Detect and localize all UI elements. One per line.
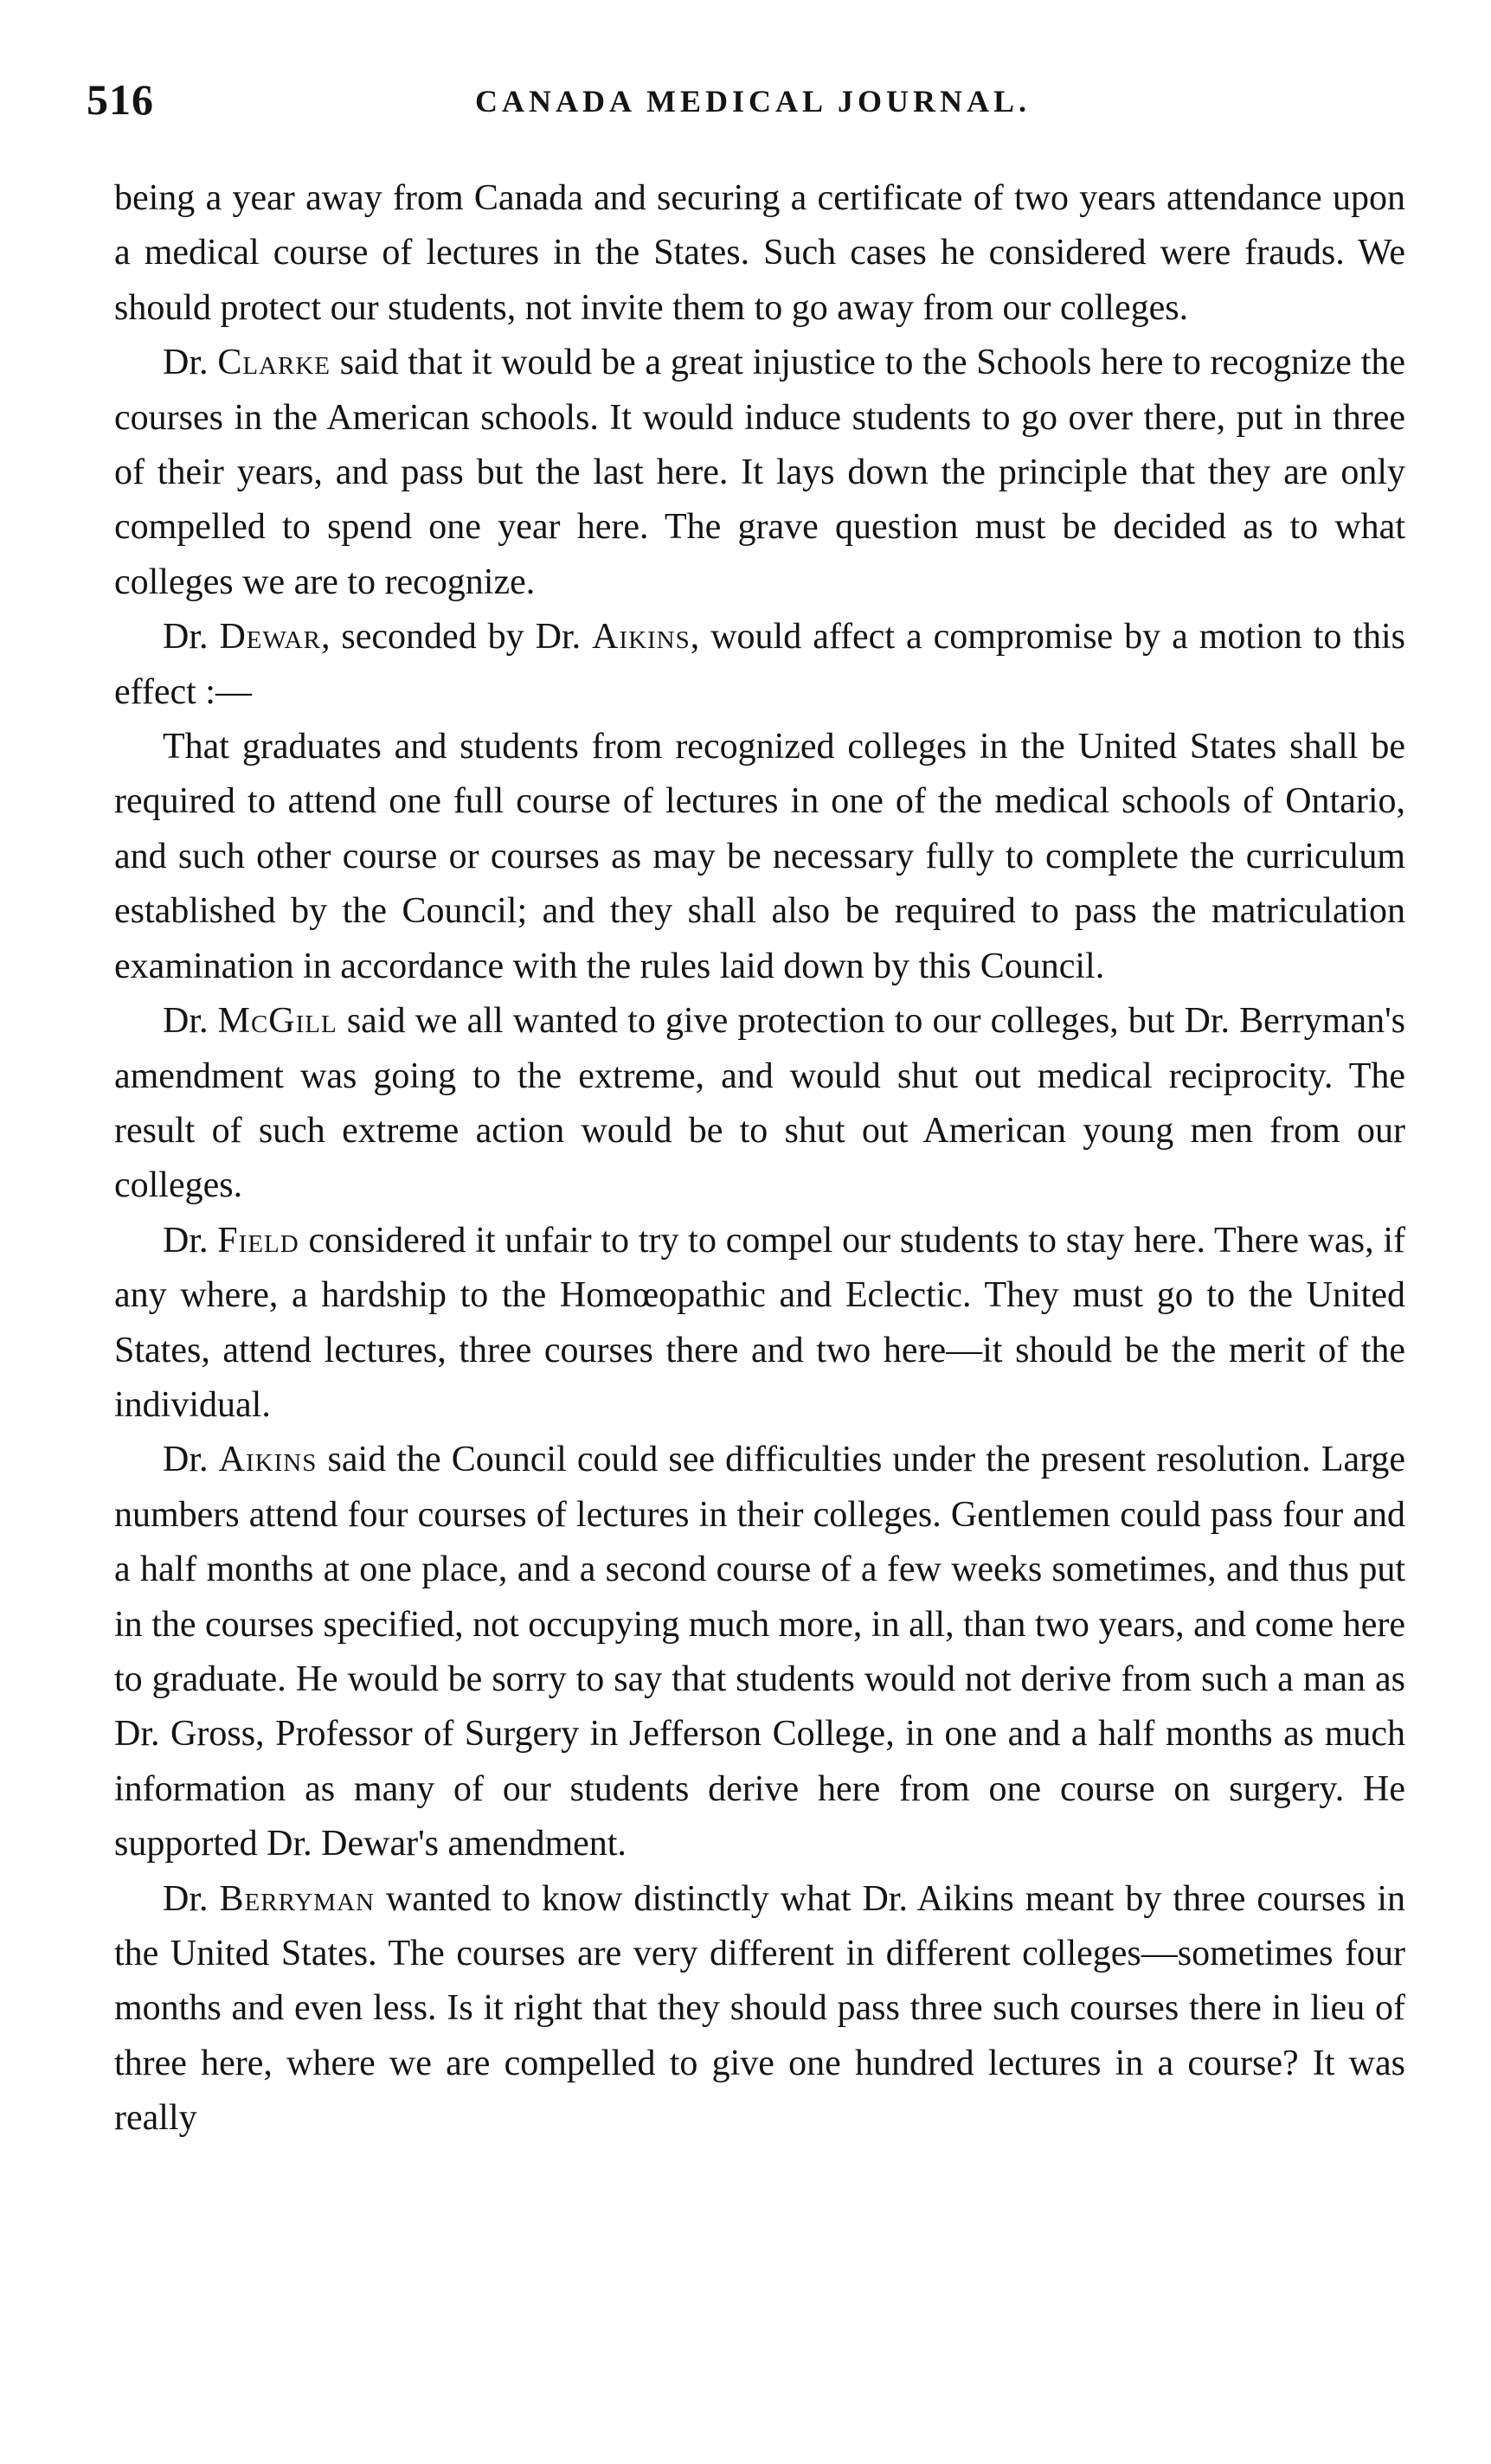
speaker-name: Dewar <box>219 617 321 658</box>
speaker-name: Field <box>217 1220 299 1261</box>
speaker-title: Dr. <box>163 1878 209 1919</box>
paragraph-text: , would affect a compromise by a motion to this effect :— <box>114 617 1405 712</box>
running-title: CANADA MEDICAL JOURNAL. <box>474 84 1031 119</box>
paragraph-text: said that it would be a great injustice to the Schools here to recognize the courses in the American schools. It would induce students to go over there, put in three of their years, and pass but the last here. It lays down the principle that they are only compelled to spend one year here. The grave question must be decided as to what colleges we are to recognize. <box>114 343 1406 602</box>
paragraph-text: considered it unfair to try to compel our students to stay here. There was, if any where, a hardship to the Homœopathic and Eclectic. They must go to the United States, attend lectures, three courses there and two here—it should be the merit of the individual. <box>114 1220 1406 1425</box>
paragraph-dewar <box>114 610 1405 720</box>
speaker-title: Dr. <box>163 1220 209 1261</box>
paragraph-field <box>114 1214 1405 1434</box>
speaker-name: Aikins <box>218 1440 318 1480</box>
paragraph-text: , seconded by Dr. <box>320 617 582 658</box>
speaker-title: Dr. <box>163 617 209 658</box>
speaker-title: Dr. <box>163 1001 209 1042</box>
speaker-title: Dr. <box>163 343 209 383</box>
page-number: 516 <box>87 75 154 124</box>
paragraph-text: said the Council could see difficulties under the present resolution. Large numbers attend four courses of lectures in their colleges. Gentlemen could pass four and a half months at one place, and a second course of a few weeks sometimes, and thus put in the courses specified, not occupying much more, in all, than two years, and come here to graduate. He would be sorry to say that students would not derive from such a man as Dr. Gross, Professor of Surgery in Jefferson College, in one and a half months as much information as many of our students derive here from one course on surgery. He supported Dr. Dewar's amendment. <box>114 1440 1405 1864</box>
paragraph-text: being a year away from Canada and securing a certificate of two years attendance upon a medical course of lectures in the States. Such cases he considered were frauds. We should protect our students, not invite them to go away from our colleges. <box>114 178 1405 328</box>
speaker-name: Berryman <box>219 1878 375 1919</box>
paragraph-text: wanted to know distinctly what Dr. Aikins meant by three courses in the United States. The courses are very different in different colleges—sometimes four months and even less. Is it right that they should pass three such courses there in lieu of three here, where we are compelled to give one hundred lectures in a course? It was really <box>114 1878 1406 2139</box>
paragraph-clarke <box>114 336 1405 610</box>
paragraph-berryman <box>114 1872 1405 2146</box>
paragraph-mcgill <box>114 994 1405 1214</box>
speaker-name: Clarke <box>217 343 331 383</box>
page-header <box>87 74 1419 135</box>
article-body <box>114 171 1405 2146</box>
speaker-title: Dr. <box>163 1440 209 1480</box>
speaker-name: McGill <box>217 1001 337 1042</box>
paragraph-continuation <box>114 171 1405 336</box>
paragraph-aikins <box>114 1433 1405 1871</box>
motion-text <box>114 720 1405 994</box>
speaker-name-seconder: Aikins <box>592 617 691 658</box>
paragraph-text: That graduates and students from recognized colleges in the United States shall be required to attend one full course of lectures in one of the medical schools of Ontario, and such other course or courses as may be necessary fully to complete the curriculum established by the Council; and they shall also be required to pass the matriculation examination in accordance with the rules laid down by this Council. <box>114 727 1405 986</box>
paragraph-text: said we all wanted to give protection to our colleges, but Dr. Berryman's amendment was going to the extreme, and would shut out medical reciprocity. The result of such extreme action would be to shut out American young men from our colleges. <box>114 1001 1406 1206</box>
